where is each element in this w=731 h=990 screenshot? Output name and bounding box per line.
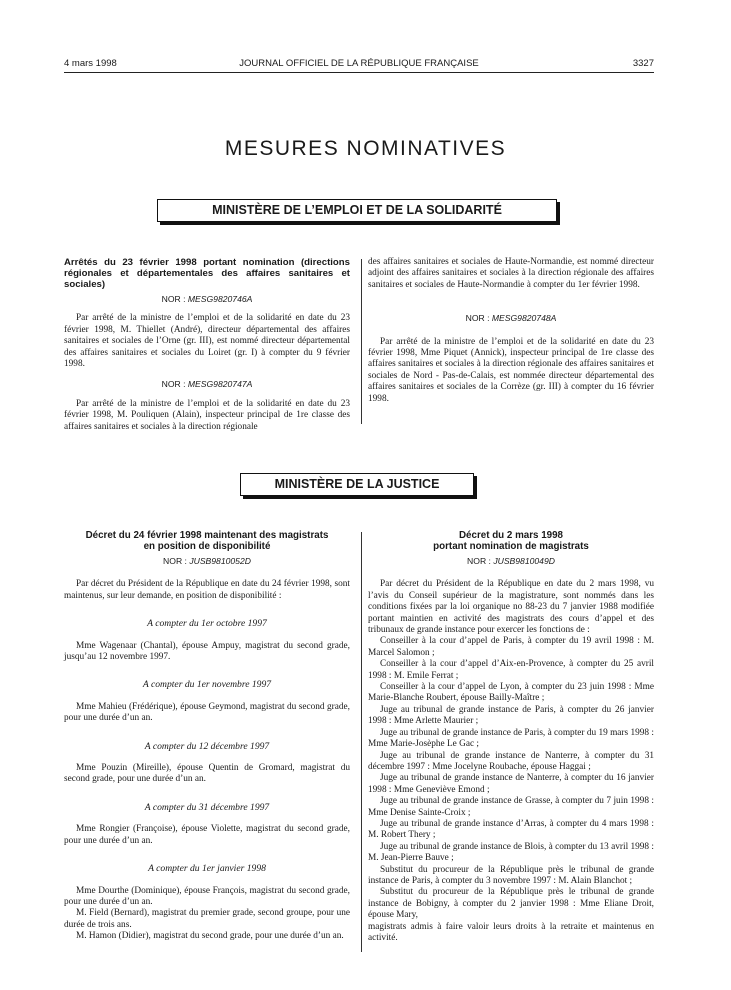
decret-title: Décret du 2 mars 1998 xyxy=(458,530,563,541)
decret-paragraph: Juge au tribunal de grande instance de Nanterre, à compter du 31 décembre 1997 : Mme Jocelyne Roubache, épouse Haggai ; xyxy=(368,750,654,772)
decret-paragraph: Juge au tribunal de grande instance de Paris, à compter du 19 mars 1998 : Mme Marie-Josèphe Le Gac ; xyxy=(368,727,654,750)
decret-subtitle: en position de disponibilité xyxy=(143,541,271,552)
decret-paragraph: Conseiller à la cour d’appel de Paris, à compter du 19 avril 1998 : M. Marcel Salomon ; xyxy=(368,636,654,658)
arretes-title: Arrêtés du 23 février 1998 portant nomination (directions régionales et départementales des affaires sanitaires et sociales) xyxy=(64,257,350,290)
header-date: 4 mars 1998 xyxy=(64,58,117,69)
running-header xyxy=(64,58,654,72)
arrete-paragraph: Par arrêté de la ministre de l’emploi et de la solidarité en date du 23 février 1998, M. Pouliquen (Alain), inspecteur principal de 1re classe des affaires sanitaires et sociales à la direction régionale xyxy=(64,398,350,432)
ministry-emploi-heading: MINISTÈRE DE L’EMPLOI ET DE LA SOLIDARITÉ xyxy=(157,199,557,222)
decret-paragraph: Conseiller à la cour d’appel de Lyon, à compter du 23 juin 1998 : Mme Marie-Blanche Roubert, épouse Bailly-Maître ; xyxy=(368,682,654,704)
nor-code: MESG9820747A xyxy=(187,379,253,390)
column-separator xyxy=(361,259,362,424)
decret-entry: Mme Pouzin (Mireille), épouse Quentin de Gromard, magistrat du second grade, pour une durée d’un an. xyxy=(64,763,350,785)
decret-closing: magistrats admis à faire valoir leurs droits à la retraite et maintenus en activité. xyxy=(368,921,654,943)
header-page-number: 3327 xyxy=(632,58,654,69)
decret-entry: M. Hamon (Didier), magistrat du second grade, pour une durée d’un an. xyxy=(76,931,344,942)
nor-code: JUSB9810052D xyxy=(189,556,251,566)
date-subheading: A compter du 1er novembre 1997 xyxy=(142,679,272,691)
decret-paragraph: Conseiller à la cour d’appel d’Aix-en-Provence, à compter du 25 avril 1998 : M. Emile Ferrat ; xyxy=(368,659,654,681)
decret-entry: Mme Dourthe (Dominique), épouse François, magistrat du second grade, pour une durée d’un an. xyxy=(64,885,350,907)
decret-paragraph: Substitut du procureur de la République près le tribunal de grande instance de Bobigny, à compter du 2 janvier 1998 : Mme Eliane Droit, épouse Mary, xyxy=(368,887,654,921)
date-subheading: A compter du 1er janvier 1998 xyxy=(148,863,266,875)
date-subheading: A compter du 1er octobre 1997 xyxy=(147,618,267,630)
nor-reference: NOR : MESG9820747A xyxy=(161,379,253,390)
emploi-right-column xyxy=(368,257,654,405)
decret-entry: Mme Wagenaar (Chantal), épouse Ampuy, magistrat du second grade, jusqu’au 12 novembre 1997. xyxy=(64,640,350,663)
decret-entry: M. Field (Bernard), magistrat du premier grade, second groupe, pour une durée de trois ans. xyxy=(64,908,350,930)
decret-title: Décret du 24 février 1998 maintenant des magistrats xyxy=(85,530,329,541)
header-journal-title: JOURNAL OFFICIEL DE LA RÉPUBLIQUE FRANÇAISE xyxy=(239,58,479,69)
decret-paragraph: Juge au tribunal de grande instance de Grasse, à compter du 7 juin 1998 : Mme Denise Sainte-Croix ; xyxy=(368,796,654,818)
nor-reference: NOR : MESG9820748A xyxy=(465,313,557,324)
decret-paragraph: Juge au tribunal de grande instance d’Arras, à compter du 4 mars 1998 : M. Robert Thery ; xyxy=(368,818,654,841)
arrete-continuation: des affaires sanitaires et sociales de Haute-Normandie, est nommé directeur adjoint des affaires sanitaires et sociales à la direction régionale des affaires sanitaires et sociales de Haute-Normandie à compter du 1er février 1998. xyxy=(368,257,654,290)
nor-reference: NOR : MESG9820746A xyxy=(161,294,253,304)
arrete-paragraph: Par arrêté de la ministre de l’emploi et de la solidarité en date du 23 février 1998, Mme Piquet (Annick), inspecteur principal de 1re classe des affaires sanitaires et sociales à la direction régionale des affaires sanitaires et sociales de Nord - Pas-de-Calais, est nommée directeur départemental des affaires sanitaires et sociales de la Corrèze (gr. III) à compter du 16 février 1998. xyxy=(368,336,654,404)
decret-paragraph: Juge au tribunal de grande instance de Blois, à compter du 13 avril 1998 : M. Jean-Pierre Bauve ; xyxy=(368,841,654,864)
decret-intro: Par décret du Président de la République en date du 24 février 1998, sont maintenus, sur leur demande, en position de disponibilité : xyxy=(64,579,350,601)
decret-entry: Mme Mahieu (Frédérique), épouse Geymond, magistrat du second grade, pour une durée d’un an. xyxy=(64,701,350,724)
page-title: MESURES NOMINATIVES xyxy=(224,137,507,160)
header-rule xyxy=(64,72,654,73)
justice-left-column xyxy=(64,530,350,943)
nor-code: JUSB9810049D xyxy=(493,556,555,566)
justice-right-column xyxy=(368,530,654,944)
ministry-justice-heading: MINISTÈRE DE LA JUSTICE xyxy=(240,473,474,496)
nor-code: MESG9820748A xyxy=(491,313,557,324)
nor-code: MESG9820746A xyxy=(187,294,253,304)
nor-reference: NOR : JUSB9810049D xyxy=(467,556,555,566)
date-subheading: A compter du 31 décembre 1997 xyxy=(144,801,270,813)
emploi-left-column xyxy=(64,257,350,433)
decret-paragraph: Par décret du Président de la République en date du 2 mars 1998, vu l’avis du Conseil supérieur de la magistrature, sont nommés dans les conditions fixées par la loi organique no 88-23 du 7 janvier 1988 modifiée portant maintien en activité des magistrats des cours d’appel et des tribunaux de grande instance pour exercer les fonctions de : xyxy=(368,579,654,636)
decret-subtitle: portant nomination de magistrats xyxy=(433,541,589,552)
nor-reference: NOR : JUSB9810052D xyxy=(163,556,251,566)
date-subheading: A compter du 12 décembre 1997 xyxy=(144,740,270,752)
decret-entry: Mme Rongier (Françoise), épouse Violette, magistrat du second grade, pour une durée d’un an. xyxy=(64,824,350,846)
column-separator xyxy=(361,532,362,952)
decret-paragraph: Substitut du procureur de la République près le tribunal de grande instance de Paris, à compter du 3 novembre 1997 : M. Alain Blanchot ; xyxy=(368,864,654,886)
arrete-paragraph: Par arrêté de la ministre de l’emploi et de la solidarité en date du 23 février 1998, M. Thiellet (André), directeur départemental des affaires sanitaires et sociales de l’Orne (gr. III), est nommé directeur départemental des affaires sanitaires et sociales du Loiret (gr. I) à compter du 9 février 1998. xyxy=(64,313,350,370)
decret-paragraph: Juge au tribunal de grande instance de Paris, à compter du 26 janvier 1998 : Mme Arlette Maurier ; xyxy=(368,704,654,727)
decret-paragraph: Juge au tribunal de grande instance de Nanterre, à compter du 16 janvier 1998 : Mme Geneviève Emond ; xyxy=(368,773,654,795)
